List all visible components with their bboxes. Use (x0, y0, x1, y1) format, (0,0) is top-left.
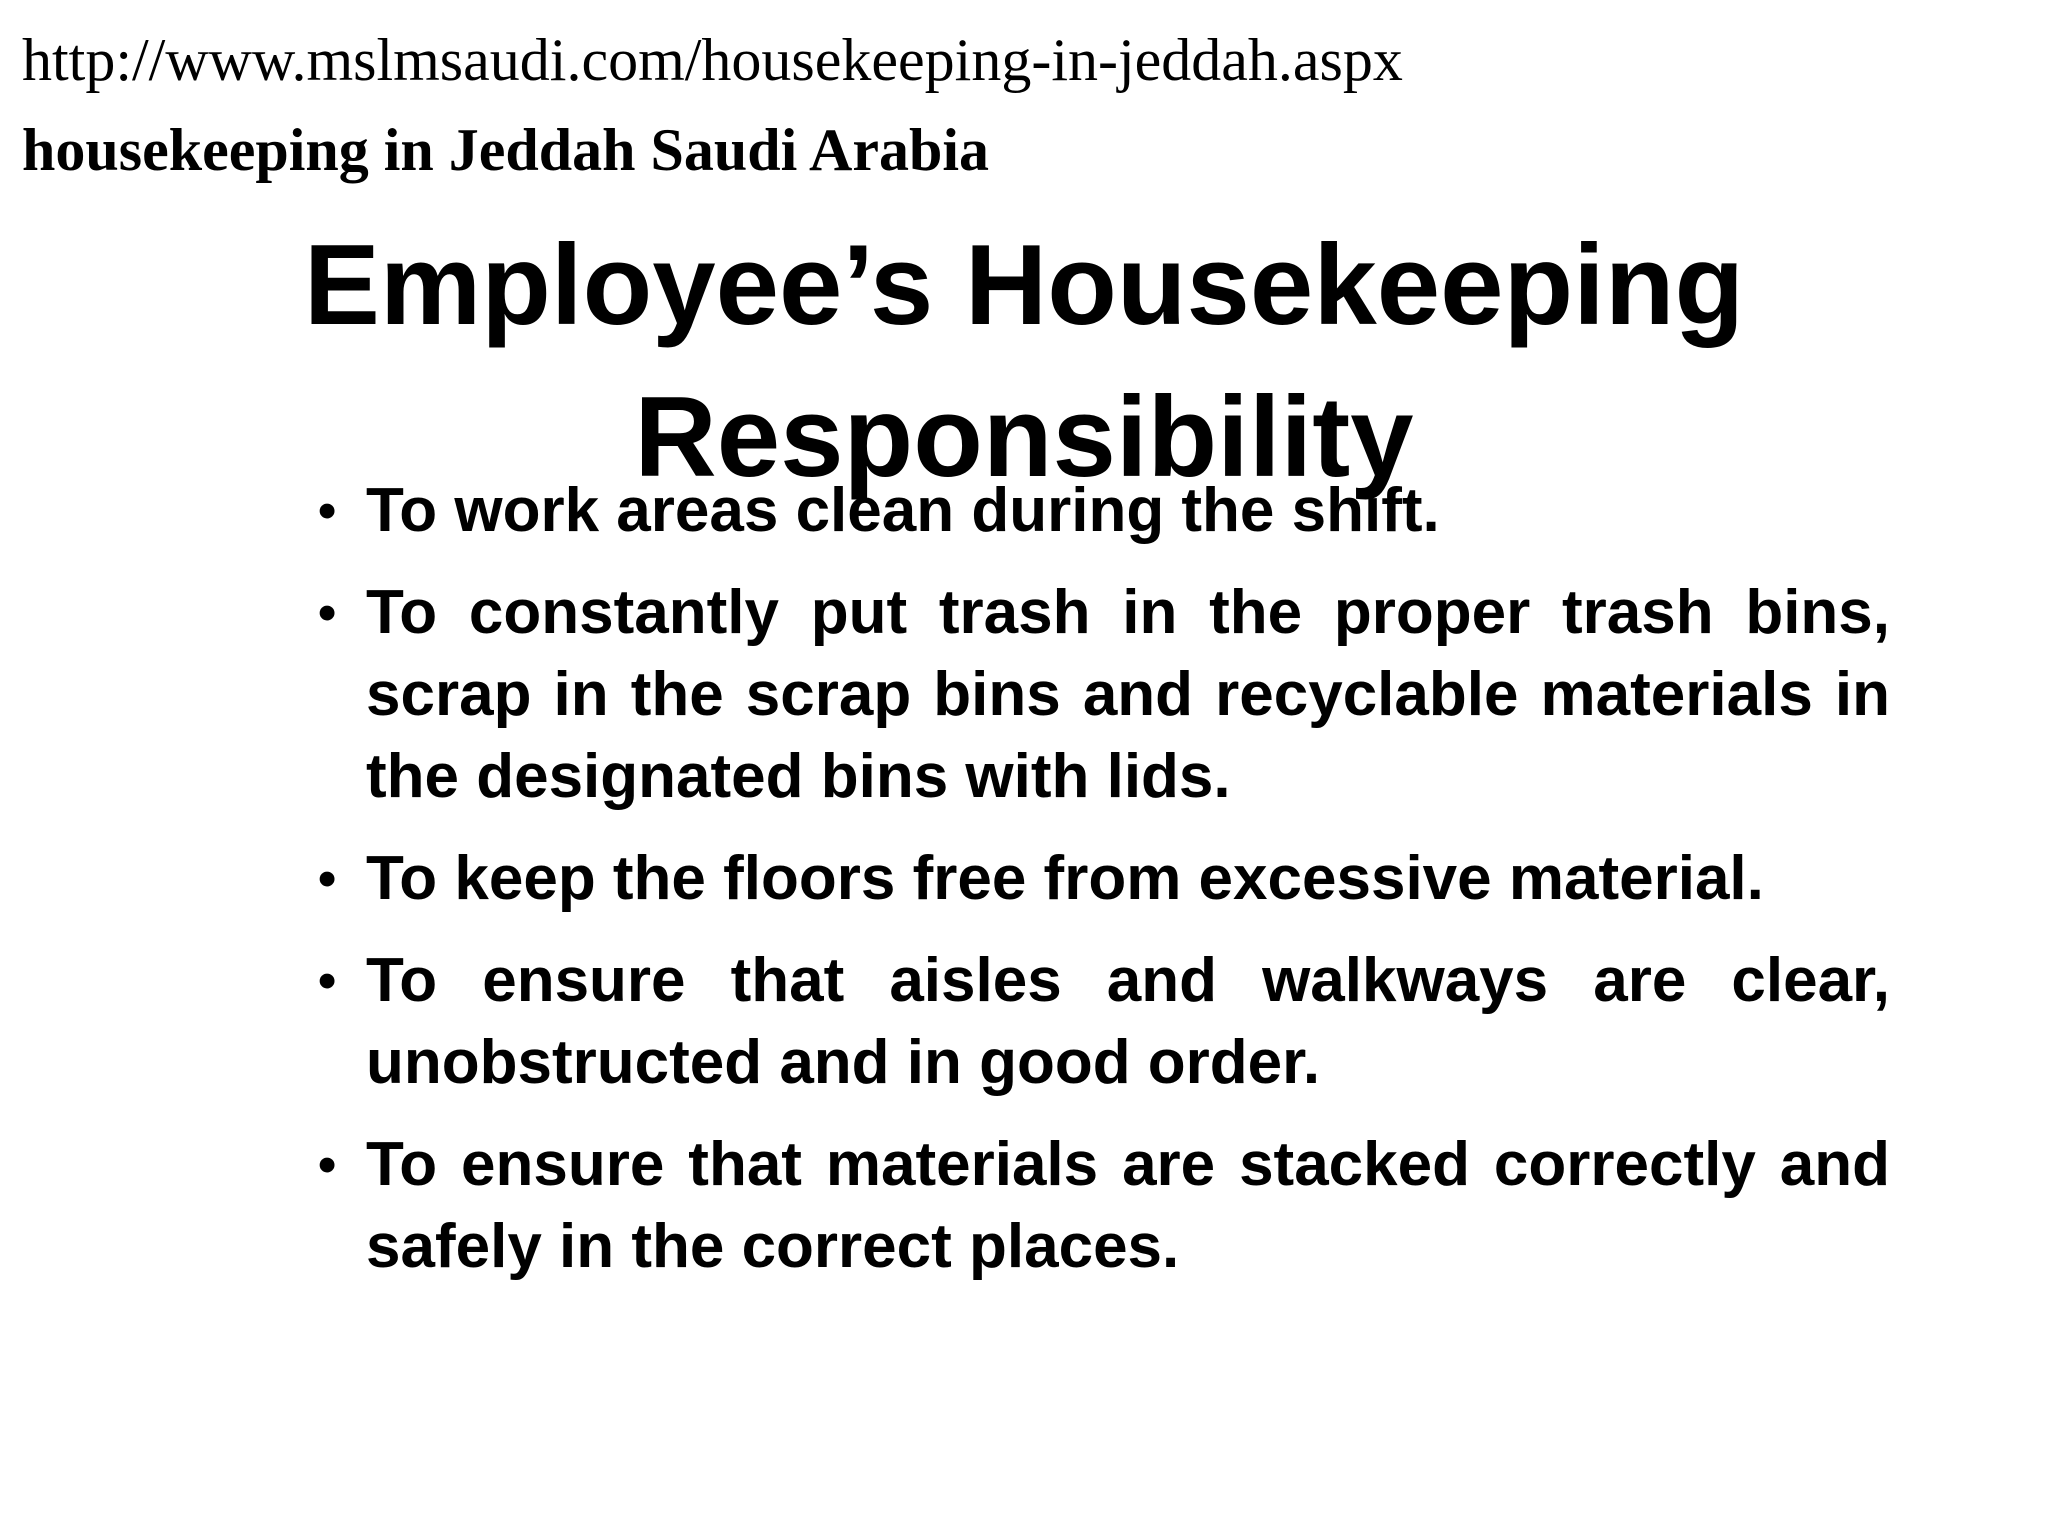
bullet-dot-icon: • (318, 952, 337, 1010)
bullet-dot-icon: • (318, 482, 337, 540)
bullet-text: To constantly put trash in the proper trash bins, scrap in the scrap bins and recyclable materials in the designated bins with lids. (366, 578, 1890, 811)
slide-title-line-1: Employee’s Housekeeping (303, 222, 1745, 349)
slide-title (0, 210, 2048, 514)
bullet-item (318, 470, 1890, 552)
bullet-dot-icon: • (318, 850, 337, 908)
bullet-text: To keep the floors free from excessive material. (366, 844, 1764, 913)
source-url: http://www.mslmsaudi.com/housekeeping-in-jeddah.aspx (22, 27, 1403, 93)
bullet-item (318, 572, 1890, 818)
bullet-dot-icon: • (318, 584, 337, 642)
bullet-item (318, 838, 1890, 920)
bullet-dot-icon: • (318, 1136, 337, 1194)
slide-title-line-2: Responsibility (634, 374, 1414, 501)
bullet-text: To ensure that materials are stacked correctly and safely in the correct places. (366, 1130, 1890, 1281)
page-subtitle: housekeeping in Jeddah Saudi Arabia (22, 117, 990, 183)
bullet-text: To ensure that aisles and walkways are clear, unobstructed and in good order. (366, 946, 1890, 1097)
bullet-item (318, 1124, 1890, 1288)
bullet-list (318, 470, 1890, 1308)
bullet-text: To work areas clean during the shift. (366, 476, 1440, 545)
bullet-item (318, 940, 1890, 1104)
